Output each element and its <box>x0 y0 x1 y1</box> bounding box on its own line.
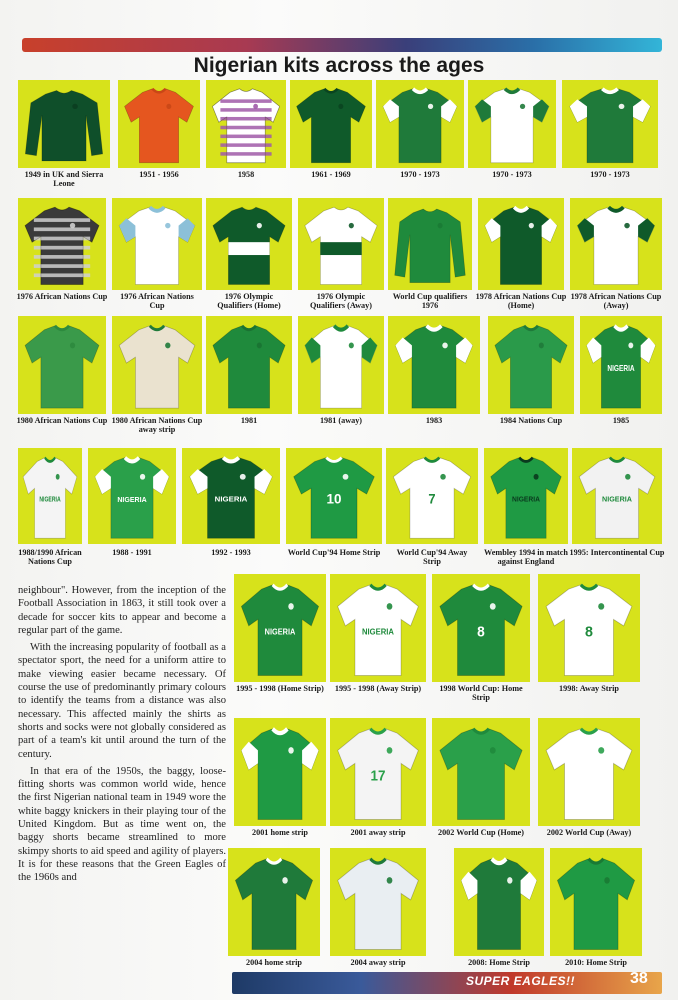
kit-image <box>118 80 200 168</box>
kit-caption: 1998: Away Strip <box>559 684 619 693</box>
shirt-icon <box>330 848 426 956</box>
shirt-icon <box>18 448 82 544</box>
shirt-icon <box>468 80 556 168</box>
kit-caption: 1970 - 1973 <box>400 170 440 179</box>
kit-image <box>18 80 110 168</box>
kit-image <box>290 80 372 168</box>
kit-caption: 1981 (away) <box>319 416 363 425</box>
svg-text:NIGERIA: NIGERIA <box>39 495 61 505</box>
shirt-icon <box>112 198 202 290</box>
kit-image <box>330 848 426 956</box>
kit-caption: 1985 <box>612 416 630 425</box>
kit-image <box>538 718 640 826</box>
shirt-icon <box>432 718 530 826</box>
shirt-icon <box>478 198 564 290</box>
kit-image <box>228 848 320 956</box>
kit-caption: 1949 in UK and Sierra Leone <box>24 170 104 189</box>
kit-caption: 2001 away strip <box>350 828 406 837</box>
kit-image <box>550 848 642 956</box>
kit-image <box>234 574 326 682</box>
shirt-icon <box>572 448 662 544</box>
shirt-icon <box>488 316 574 414</box>
kit-image <box>206 198 292 290</box>
kit-caption: 1981 <box>240 416 258 425</box>
article-paragraph: With the increasing popularity of football as a spectator sport, the need for a uniform attire to make viewing easier became necessary. Of course the use of predominantly primary colours to identify the teams from a distance was also necessary. This affected mainly the shirts as shorts and socks were not globally considered as part of a team's kit until around the turn of the century. <box>18 642 226 760</box>
kit-caption: 1976 African Nations Cup <box>16 292 108 301</box>
kit-image <box>206 316 292 414</box>
top-color-bar <box>22 38 662 52</box>
kit-caption: 1976 Olympic Qualifiers (Away) <box>310 292 372 311</box>
kit-caption: 2010: Home Strip <box>565 958 627 967</box>
shirt-icon <box>228 848 320 956</box>
shirt-icon <box>18 80 110 168</box>
kit-caption: 2008: Home Strip <box>468 958 530 967</box>
kit-caption: Wembley 1994 in match against England <box>484 548 568 567</box>
kit-caption: 1983 <box>425 416 443 425</box>
kit-caption: 1978 African Nations Cup (Home) <box>475 292 567 311</box>
kit-caption: World Cup'94 Home Strip <box>287 548 381 557</box>
kit-image <box>206 80 286 168</box>
article-body <box>18 584 226 889</box>
kit-image <box>18 316 106 414</box>
kit-caption: World Cup'94 Away Strip <box>396 548 468 567</box>
svg-text:NIGERIA: NIGERIA <box>607 363 635 374</box>
shirt-icon <box>388 316 480 414</box>
shirt-icon <box>206 80 286 168</box>
kit-image <box>298 316 384 414</box>
shirt-icon <box>330 574 426 682</box>
shirt-icon <box>484 448 568 544</box>
kit-image <box>234 718 326 826</box>
shirt-icon <box>562 80 658 168</box>
kit-caption: 1988/1990 African Nations Cup <box>18 548 82 567</box>
shirt-icon <box>182 448 280 544</box>
svg-text:NIGERIA: NIGERIA <box>362 627 394 637</box>
kit-caption: 1984 Nations Cup <box>499 416 563 425</box>
svg-text:NIGERIA: NIGERIA <box>117 494 147 504</box>
shirt-icon <box>206 198 292 290</box>
kit-caption: 2002 World Cup (Away) <box>546 828 632 837</box>
page-title: Nigerian kits across the ages <box>193 54 485 77</box>
article-paragraph: neighbour". However, from the inception of the Football Association in 1863, it still took over a decade for soccer kits to appear and become a regular part of the game. <box>18 585 226 636</box>
kit-caption: 1995 - 1998 (Away Strip) <box>334 684 422 693</box>
shirt-icon <box>286 448 382 544</box>
kit-caption: 1992 - 1993 <box>211 548 251 557</box>
kit-caption: 1980 African Nations Cup away strip <box>111 416 203 435</box>
shirt-icon <box>206 316 292 414</box>
kit-caption: 2002 World Cup (Home) <box>437 828 525 837</box>
kit-image <box>432 718 530 826</box>
kit-image <box>538 574 640 682</box>
kit-image <box>298 198 384 290</box>
shirt-icon <box>550 848 642 956</box>
kit-image <box>286 448 382 544</box>
kit-caption: 2004 away strip <box>350 958 406 967</box>
shirt-icon <box>18 198 106 290</box>
shirt-icon <box>298 316 384 414</box>
svg-text:NIGERIA: NIGERIA <box>214 494 248 504</box>
shirt-icon <box>234 574 326 682</box>
kit-image <box>386 448 478 544</box>
svg-text:NIGERIA: NIGERIA <box>602 494 632 504</box>
kit-image <box>330 574 426 682</box>
kit-image <box>388 316 480 414</box>
kit-image <box>478 198 564 290</box>
kit-image <box>18 198 106 290</box>
kit-caption: World Cup qualifiers 1976 <box>392 292 468 311</box>
magazine-logo: SUPER EAGLES!! <box>466 974 576 988</box>
kit-image <box>88 448 176 544</box>
kit-image <box>468 80 556 168</box>
kit-caption: 1970 - 1973 <box>492 170 532 179</box>
shirt-icon <box>580 316 662 414</box>
svg-text:10: 10 <box>326 491 342 507</box>
kit-caption: 1998 World Cup: Home Strip <box>439 684 523 703</box>
shirt-icon <box>234 718 326 826</box>
kit-image <box>376 80 464 168</box>
shirt-icon <box>298 198 384 290</box>
kit-image <box>18 448 82 544</box>
kit-image <box>112 316 202 414</box>
shirt-icon <box>386 448 478 544</box>
kit-image <box>488 316 574 414</box>
svg-text:NIGERIA: NIGERIA <box>264 626 296 637</box>
kit-caption: 1995: Intercontinental Cup <box>569 548 665 557</box>
shirt-icon <box>88 448 176 544</box>
kit-caption: 1976 Olympic Qualifiers (Home) <box>217 292 281 311</box>
kit-caption: 1976 African Nations Cup <box>120 292 194 311</box>
footer-bar <box>232 972 662 994</box>
shirt-icon <box>376 80 464 168</box>
kit-caption: 1988 - 1991 <box>112 548 152 557</box>
svg-text:7: 7 <box>428 491 436 507</box>
shirt-icon <box>290 80 372 168</box>
kit-image <box>388 198 472 290</box>
svg-text:8: 8 <box>477 624 485 641</box>
shirt-icon <box>454 848 544 956</box>
kit-image <box>330 718 426 826</box>
svg-text:8: 8 <box>585 624 593 641</box>
shirt-icon <box>538 574 640 682</box>
shirt-icon <box>330 718 426 826</box>
kit-image <box>112 198 202 290</box>
kit-caption: 2004 home strip <box>246 958 302 967</box>
shirt-icon <box>388 198 472 290</box>
kit-caption: 1958 <box>237 170 255 179</box>
kit-image <box>182 448 280 544</box>
kit-image <box>432 574 530 682</box>
kit-image <box>572 448 662 544</box>
kit-caption: 1970 - 1973 <box>590 170 630 179</box>
shirt-icon <box>18 316 106 414</box>
shirt-icon <box>118 80 200 168</box>
kit-image <box>562 80 658 168</box>
article-paragraph: In that era of the 1950s, the baggy, loose-fitting shorts was common world wide, hence the first Nigerian national team in 1949 wore the white baggy knickers in their playing tour of the United Kingdom. But as time went on, the baggy shorts became streamlined to more skimpy shorts to aid speed and agility of players. It is for these reasons that the Green Eagles of the 1960s and <box>18 765 226 884</box>
kit-caption: 1961 - 1969 <box>311 170 351 179</box>
kit-caption: 1951 - 1956 <box>139 170 179 179</box>
shirt-icon <box>538 718 640 826</box>
kit-image <box>484 448 568 544</box>
kit-image <box>570 198 662 290</box>
shirt-icon <box>112 316 202 414</box>
shirt-icon <box>570 198 662 290</box>
kit-caption: 1978 African Nations Cup (Away) <box>570 292 662 311</box>
kit-caption: 1995 - 1998 (Home Strip) <box>236 684 324 693</box>
kit-caption: 1980 African Nations Cup <box>16 416 108 425</box>
svg-text:NIGERIA: NIGERIA <box>512 494 540 504</box>
svg-text:17: 17 <box>370 767 386 785</box>
page-number: 38 <box>630 970 648 987</box>
kit-caption: 2001 home strip <box>252 828 308 837</box>
kit-image <box>580 316 662 414</box>
shirt-icon <box>432 574 530 682</box>
kit-image <box>454 848 544 956</box>
